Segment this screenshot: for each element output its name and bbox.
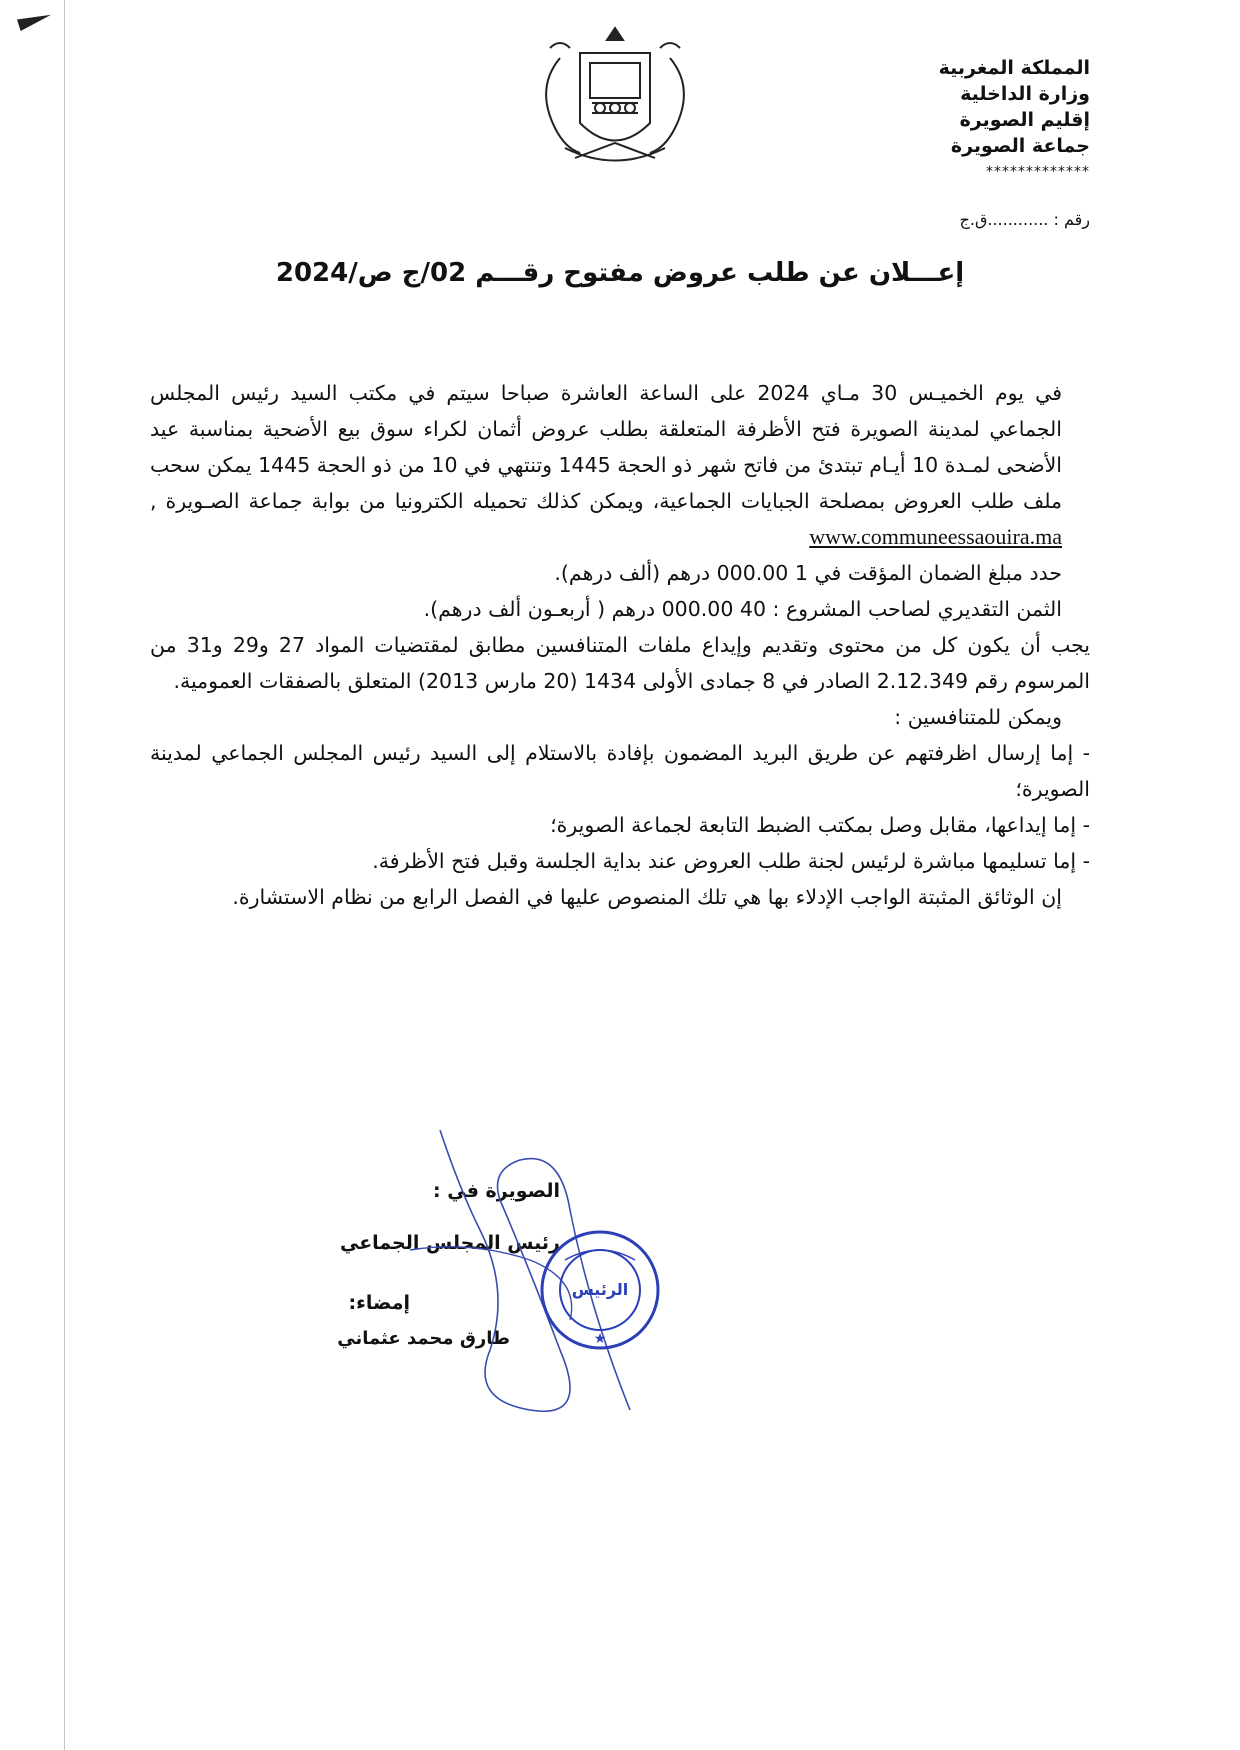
coat-of-arms-emblem	[520, 18, 710, 188]
svg-text:الرئيس: الرئيس	[571, 1280, 629, 1299]
paragraph-guarantee: حدد مبلغ الضمان المؤقت في 1 000.00 درهم (ألف درهم).	[554, 561, 1062, 585]
option-deposit: - إما إيداعها، مقابل وصل بمكتب الضبط التابعة لجماعة الصويرة؛	[550, 813, 1090, 837]
header-stars: *************	[986, 164, 1090, 180]
paragraph-documents: إن الوثائق المثبتة الواجب الإدلاء بها هي تلك المنصوص عليها في الفصل الرابع من نظام الاستشارة.	[232, 885, 1062, 909]
svg-text:★: ★	[593, 1331, 607, 1347]
option-mail: - إما إرسال اظرفتهم عن طريق البريد المضمون بإفادة بالاستلام إلى السيد رئيس المجلس الجماعي لمدينة الصويرة؛	[150, 741, 1090, 801]
reference-number: رقم : ............ق.ج	[959, 210, 1090, 229]
corner-mark	[17, 9, 53, 31]
header-province: إقليم الصويرة	[959, 109, 1090, 131]
paragraph-opening-text: في يوم الخميـس 30 مـاي 2024 على الساعة العاشرة صباحا سيتم في مكتب السيد رئيس المجلس الجماعي لمدينة الصويرة فتح الأظرفة المتعلقة بطلب عروض أثمان لكراء سوق بيع الأضحية بمناسبة عيد الأضحى لمـدة 10 أيـام تبتدئ من فاتح شهر ذو الحجة 1445 وتنتهي في 10 من ذو الحجة 1445 يمكن سحب ملف طلب العروض بمصلحة الجبايات الجماعية، ويمكن كذلك تحميله الكترونيا من بوابة جماعة الصـويرة ,	[150, 381, 1063, 513]
signature-role: رئيس المجلس الجماعي	[339, 1232, 560, 1254]
header-ministry: وزارة الداخلية	[960, 83, 1090, 105]
paragraph-options-intro: ويمكن للمتنافسين :	[894, 705, 1062, 729]
header-commune: جماعة الصويرة	[950, 135, 1090, 157]
signature-place: الصويرة في :	[433, 1180, 560, 1202]
header-kingdom: المملكة المغربية	[938, 57, 1090, 79]
website-link[interactable]: www.communeessaouira.ma	[809, 524, 1062, 549]
scan-edge-line	[64, 0, 65, 1750]
paragraph-compliance: يجب أن يكون كل من محتوى وتقديم وإيداع ملفات المتنافسين مطابق لمقتضيات المواد 27 و29 و31 من المرسوم رقم 2.12.349 الصادر في 8 جمادى الأولى 1434 (20 مارس 2013) المتعلق بالصفقات العمومية.	[150, 633, 1091, 693]
paragraph-opening	[150, 375, 1090, 555]
official-stamp	[535, 1225, 665, 1355]
page-title: إعـــلان عن طلب عروض مفتوح رقـــم 02/ج ص/2024	[275, 258, 965, 288]
signature-label: إمضاء:	[348, 1292, 410, 1314]
signatory-name: طارق محمد عثماني	[337, 1328, 510, 1349]
paragraph-estimate: الثمن التقديري لصاحب المشروع : 40 000.00 درهم ( أربعـون ألف درهم).	[423, 597, 1062, 621]
announcement-body	[150, 375, 1090, 915]
header-block	[830, 55, 1090, 185]
option-handover: - إما تسليمها مباشرة لرئيس لجنة طلب العروض عند بداية الجلسة وقبل فتح الأظرفة.	[372, 849, 1090, 873]
